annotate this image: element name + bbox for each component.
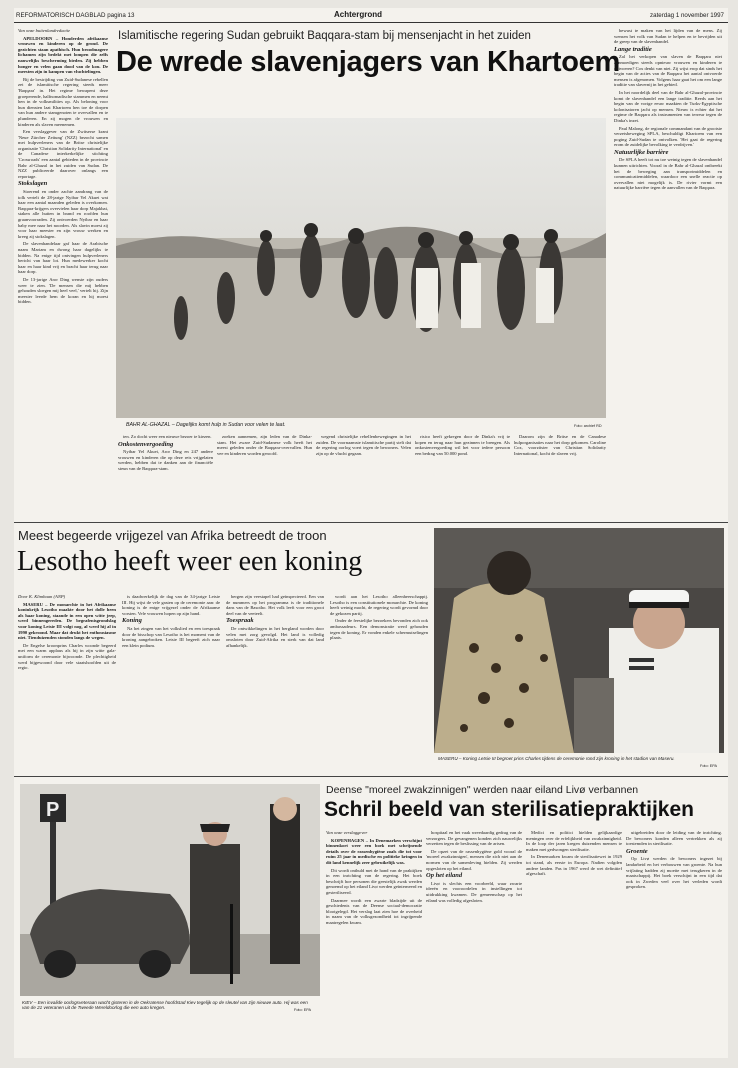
article3-column-2 (426, 830, 522, 1050)
article2-subhead: Toespraak (226, 617, 254, 625)
kiev-photo (20, 784, 320, 996)
article1-paragraph: Zal het verkopen van slaven de Baqqara niet aanmoedigen steeds opnieuw vrouwen en kinderen te ontvoeren? Cox denkt van niet. Zij wijst erop dat sinds het begin van de acties van de Baqqara het aantal ontvoerde mensen is afgenomen. Volgens haar gaat het om een lange traditie van slavernij in het gebied. (614, 54, 722, 88)
article1-column-7 (614, 28, 722, 518)
page-header (14, 8, 728, 23)
article1-headline: De wrede slavenjagers van Khartoem (116, 46, 620, 78)
article2-photo-caption: MASERU – Koning Letsie III begroet prins Charles tijdens de ceremonie rond zijn kroning in het stadion van Maseru. (438, 756, 675, 761)
article1-subhead: Lange traditie (614, 45, 652, 53)
article3-paragraph: Medici en politici hielden gelijkaardige meningen over de erfelijkheid van zwakzinnigheid. In de loop der jaren kregen duizenden mensen te maken met gedwongen sterilisatie. (526, 830, 622, 852)
article3-paragraph: Dit wordt onthuld met de hand van de praktijken in een inrichting van de regering. Het boek beschrijft hoe personen die geestelijk zwak werden genoemd op het eiland Livø werden geïnterneerd en gesteriliseerd. (326, 867, 422, 895)
sudan-refugees-photo-icon (116, 118, 606, 418)
kiev-veteran-photo-icon (20, 784, 320, 996)
article3-paragraph: Op Livø werden de bewoners ingezet bij landarbeid en het verbouwen van groente. Na hun vrijlating hadden zij moeite met terugkeren in de maatschappij. Het boek verschijnt in een tijd dat ook in Zweden veel over het verleden wordt gesproken. (626, 856, 722, 890)
header-paper-name: REFORMATORISCH DAGBLAD pagina 13 (16, 12, 135, 19)
article2-paragraph: Na het zingen van het volkslied en een toespraak door de bisschop van Lesotho is het moment van de kroning aangebroken. Letsie III begeeft zich naar een klein podium. (122, 625, 220, 648)
article1-column-6 (514, 434, 606, 514)
article1-paragraph: Een verslaggever van de Zwitserse krant 'Neue Zürcher Zeitung' (NZZ) bezocht samen met hulpverleners van de Britse christelijke organisatie 'Christian Solidarity International' en de Canadese interkerkelijke stichting 'Crossroads' een aantal gebieden in de provincie Bahr al-Ghazal in het zuiden van Sudan. De NZZ publiceerde daarover onlangs een reportage. (18, 129, 108, 179)
article3-byline: Van onze verslaggever (326, 830, 368, 835)
header-date: zaterdag 1 november 1997 (650, 12, 724, 19)
article1-column-1 (18, 28, 108, 518)
article2-subhead: Koning (122, 617, 142, 625)
article1-paragraph: De 13-jarige Aror Ding wenste zijn ouders weer te zien. 'De mensen die mij hebben gehouden sloegen mij heel veel,' vertelt hij. Zijn meester leerde hem de koran en hij moest bidden. (18, 276, 108, 305)
newspaper-page (14, 8, 728, 1058)
article1-paragraph: Nyibar Yel Akuei, Aror Ding en 247 andere vrouwen en kinderen die op deze reis vrijgelaten werden, hebben dat te danken aan de financiële steun van de Baqqara-stam. (118, 449, 213, 471)
article1-photo-credit: Foto: archief RD (574, 424, 602, 428)
article2-paragraph: wordt aan het Lesotho alleenheerschappij. Lesotho is een constitutionele monarchie. De koning heeft weinig macht, de regering wordt gevormd door de gekozen partij. (330, 594, 428, 616)
article1-column-2 (118, 434, 213, 514)
article3-paragraph: uitgebreiden door de leiding van de inrichting. De bewoners konden alleen vertrekken als zij toestemden in sterilisatie. (626, 830, 722, 847)
article1-paragraph: risico heeft gekregen door de Dinka's vrij te kopen en terug naar hun gezinnen te brengen. Als onkostenvergoeding wil het voor iedere persoon een bedrag van 50.000 pond. (415, 434, 510, 456)
header-section: Achtergrond (334, 10, 382, 19)
article1-paragraph: De SPLA heeft tot nu toe weinig tegen de slavenhandel kunnen uitrichten. Vooral in de Bahr al-Ghazal ontbreekt het de beweging aan transportmiddelen en communicatiemiddelen, waardoor een snelle reactie op overvallen niet mogelijk is. De rivier vormt een natuurlijke barrière tegen de aanvallen van de Baqqara. (614, 157, 722, 191)
article1-paragraph: In het noordelijk deel van de Bahr al-Ghazal-provincie komt de slavenhandel een lange traditie. Reeds aan het begin van de vorige eeuw maakten de Turks-Egyptische kolonisatoren jacht op mensen. Nieuw is echter dat het regime de Baqqara als instrumenten van terreur tegen de Dinka's inzet. (614, 89, 722, 123)
article1-paragraph: De slavenhandelaar gaf haar de Arabische naam Mariam en dwong haar dagelijks te bidden. Na enige tijd ontvingen hulpverleners bericht van haar lot. Hun medewerker kocht haar en haar kind vrij en bracht haar terug naar haar dorp. (18, 241, 108, 275)
article2-paragraph: De Engelse kroonprins Charles woonde begeerd met een warm applaus als hij in zijn witte gala-uniform de ceremonie bijwoonde. De plechtigheid werd bijgewoond door vele staatshoofden uit de regio. (18, 642, 116, 671)
article1-subhead: Onkostenvergoeding (118, 440, 174, 448)
kiev-photo-credit: Foto: EPA (294, 1008, 312, 1012)
article2-paragraph: Onder de feestelijke bezoekers bevonden zich ook ambassadeurs. Een demonstratie werd gehouden tegen de koning. Er vonden enkele schermutselingen plaats. (330, 618, 428, 641)
article2-lead: MASERU – De monarchie in het Afrikaanse koninkrijk Lesotho maakte door het dolle heen als haar koning, staande in een open witte jeep, werd binnengereden. De begrafenisgrondslag voor koning Letsie III volgt nog, al werd hij al in 1990 gekroond. Maar dat drukt het enthousiasme niet. Tienduizenden stonden langs de wegen. (18, 601, 116, 641)
article1-paragraph: Stoerend en onder zachte aandrang van de tolk vertelt de 28-jarige Nyibar Yel Akuei wat haar een aantal maanden geleden is overkomen. Baqqara-krijgers overvielen haar dorp Majakbai, staken alle hutten in brand en roofden hun graanvoorraden. Zij ontvoerden Nyibar en haar baby mee naar het noorden. Als slavin moest zij voor haar meester en zijn vrouw werken en kreeg zij stokslagen. (18, 189, 108, 239)
article1-kicker: Islamitische regering Sudan gebruikt Baqqara-stam bij mensenjacht in het zuiden (118, 30, 531, 42)
article1-subhead: Stokslagen (18, 180, 48, 188)
article3-column-4 (626, 830, 722, 1050)
article2-paragraph: is daadwerkelijk de dag van de 34-jarige Letsie III. Hij wijst de vele gasten op de ceremonie aan: de koning is de enige vrijgezel onder de Afrikaanse vorsten. Vele vrouwen hopen op zijn hand. (122, 594, 220, 616)
article1-photo (116, 118, 606, 418)
article2-column-3 (226, 594, 324, 774)
article3-subhead: Op het eiland (426, 872, 463, 880)
article1-paragraph: Paul Malong, de regionale commandant van de grootste verzetsbeweging SPLA, beschuldigt Khartoem van een poging Zuid-Sudan te ontvolken. 'Het gaat de regering erom de zuidelijke bevolking te verdrijven.' (614, 125, 722, 148)
article1-paragraph: ten. Zo docht weer een nieuwe bezoer te kiezen. (123, 434, 212, 439)
article1-paragraph: zoeken aannemen, zijn leden van de Dinka-stam. Het zware Zuid-Sudanese volk heeft het meest geleden onder de Baqqara-overvallen. Hun vee en kinderen worden geroofd. (217, 434, 312, 456)
article3-subhead: Groente (626, 847, 648, 855)
article3-lead: KOPENHAGEN – In Denemarken verschijnt binnenkort weer een boek met schrijnende details over de rassenhygiëne zoals die tot voor ruim 25 jaar in medische en politieke kringen in dit land kennelijk zeer gebruikelijk was. (326, 837, 422, 865)
svg-text:P: P (46, 799, 60, 821)
article1-photo-caption: BAHR AL-GHAZAL – Dagelijks komt hulp in Sudan voor velen te laat. (126, 422, 286, 428)
section-divider (14, 522, 728, 523)
article1-paragraph: Daarom zijn de Britse en de Canadese hulporganisaties naar het dorp gekomen. Caroline Cox, voorzitster van Christian Solidarity International, kocht de slaven vrij. (514, 434, 606, 456)
article1-column-3 (217, 434, 312, 514)
article3-paragraph: hospitaal en het vaak wreedaardig gedrag van de verzorgers. De gevangenen konden zich nauwelijks verzetten tegen de beslissing van de artsen. (426, 830, 522, 847)
article3-paragraph: Livø is slechts een voorbeeld, waar zwarte ideeën en vooroordelen in instellingen tot uitdrukking kwamen. De gemeenschap op het eiland was volledig afgesloten. (426, 880, 522, 903)
article2-kicker: Meest begeerde vrijgezel van Afrika betreedt de troon (18, 528, 327, 543)
article3-kicker: Deense "moreel zwakzinnigen" werden naar eiland Livø verbannen (326, 784, 639, 796)
article3-paragraph: Daarmee wordt een zwarte bladzijde uit de geschiedenis van de Deense sociaal-democratie blootgelegd. Het verslag laat zien hoe de overheid in naam van de volksgezondheid tot ingrijpende maatregelen kwam. (326, 897, 422, 925)
article1-byline: Van onze buitenlandredactie (18, 28, 71, 33)
article3-column-3 (526, 830, 622, 1050)
article1-paragraph: bewust te maken van het lijden van de mens. Zij wensen het volk van Sudan te helpen en te bevrijden uit de greep van de slavenhandel. (614, 28, 722, 45)
article2-headline: Lesotho heeft weer een koning (17, 546, 363, 577)
article3-paragraph: In Denemarken kwam de sterilisatiewet in 1929 tot stand, als eerste in Europa. Nadien volgden andere landen. Pas in 1967 werd de wet definitief afgeschaft. (526, 854, 622, 877)
article1-column-4 (316, 434, 411, 514)
article2-photo-credit: Foto: EPA (700, 764, 718, 768)
article2-byline: Door K. Klimbaan (ANP) (18, 594, 66, 599)
article3-paragraph: De opzet van de rassenhygiëne gold vooral de 'moreel zwakzinnigen', mensen die zich niet aan de normen van de samenleving hielden. Zij werden opgesloten op het eiland. (426, 848, 522, 871)
article3-headline: Schril beeld van sterilisatiepraktijken (324, 798, 694, 821)
article2-photo (434, 528, 724, 753)
article1-subhead: Natuurlijke barrière (614, 148, 669, 156)
article1-paragraph: Bij de bestrijding van Zuid-Sudanese rebellen zet de islamitische regering steeds meer 'Baqqara' in. Het regime bewapent deze groeperende, halfnomadische stammen en neemt hen in de volksmilities op. Als beloning voor hun diensten laat Khartoem hen toe de dorpen van hun andere stamgenoten te overvallen en te plunderen. En zij mogen de vrouwen en kinderen als slaven meenemen. (18, 76, 108, 127)
kiev-photo-caption: KIEV – Een invalide oorlogsveteraan wacht gisteren in de Oekraïense hoofdstad Kiev tegelijk op de sleutel van zijn nieuwe auto. Hij was een van de 21 veteranen uit de Tweede Wereldoorlog die een auto kregen. (22, 1000, 308, 1010)
article1-lead: APELDOORN – Honderden afrikaanse vrouwen en kinderen op de grond. De gezichten staan apathisch. Hun broodmagere lichamen zijn bedekt met lompen die zelfs nauwelijks bescherming bieden. Zij hebben honger en velen gaan dood van de kou. De meesten zijn in kampen van vluchtelingen. (18, 35, 108, 75)
lesotho-king-photo-icon (434, 528, 724, 753)
article1-paragraph: wegend christelijke rebellenbewegingen in het zuiden. De voornaamste islamitische partij stelt dat de regering oorlog voert tegen de bewoners. Velen zijn op de vlucht gegaan. (316, 434, 411, 456)
article2-column-4 (330, 594, 428, 774)
article3-column-1 (326, 830, 422, 1050)
article2-paragraph: bergen zijn veestapel had geïnspecteerd. Een van de nummers op het programma is de traditionele dans van de Basotho. Het volk leeft voor een groot deel van de veeteelt. (226, 594, 324, 616)
article2-paragraph: De ontwikkelingen in het bergland worden door velen met zorg gevolgd. Het land is volledig omsloten door Zuid-Afrika en sterk van dat land afhankelijk. (226, 625, 324, 648)
article2-column-1 (18, 594, 116, 774)
article1-column-5 (415, 434, 510, 514)
article2-column-2 (122, 594, 220, 774)
section-divider (14, 776, 728, 777)
